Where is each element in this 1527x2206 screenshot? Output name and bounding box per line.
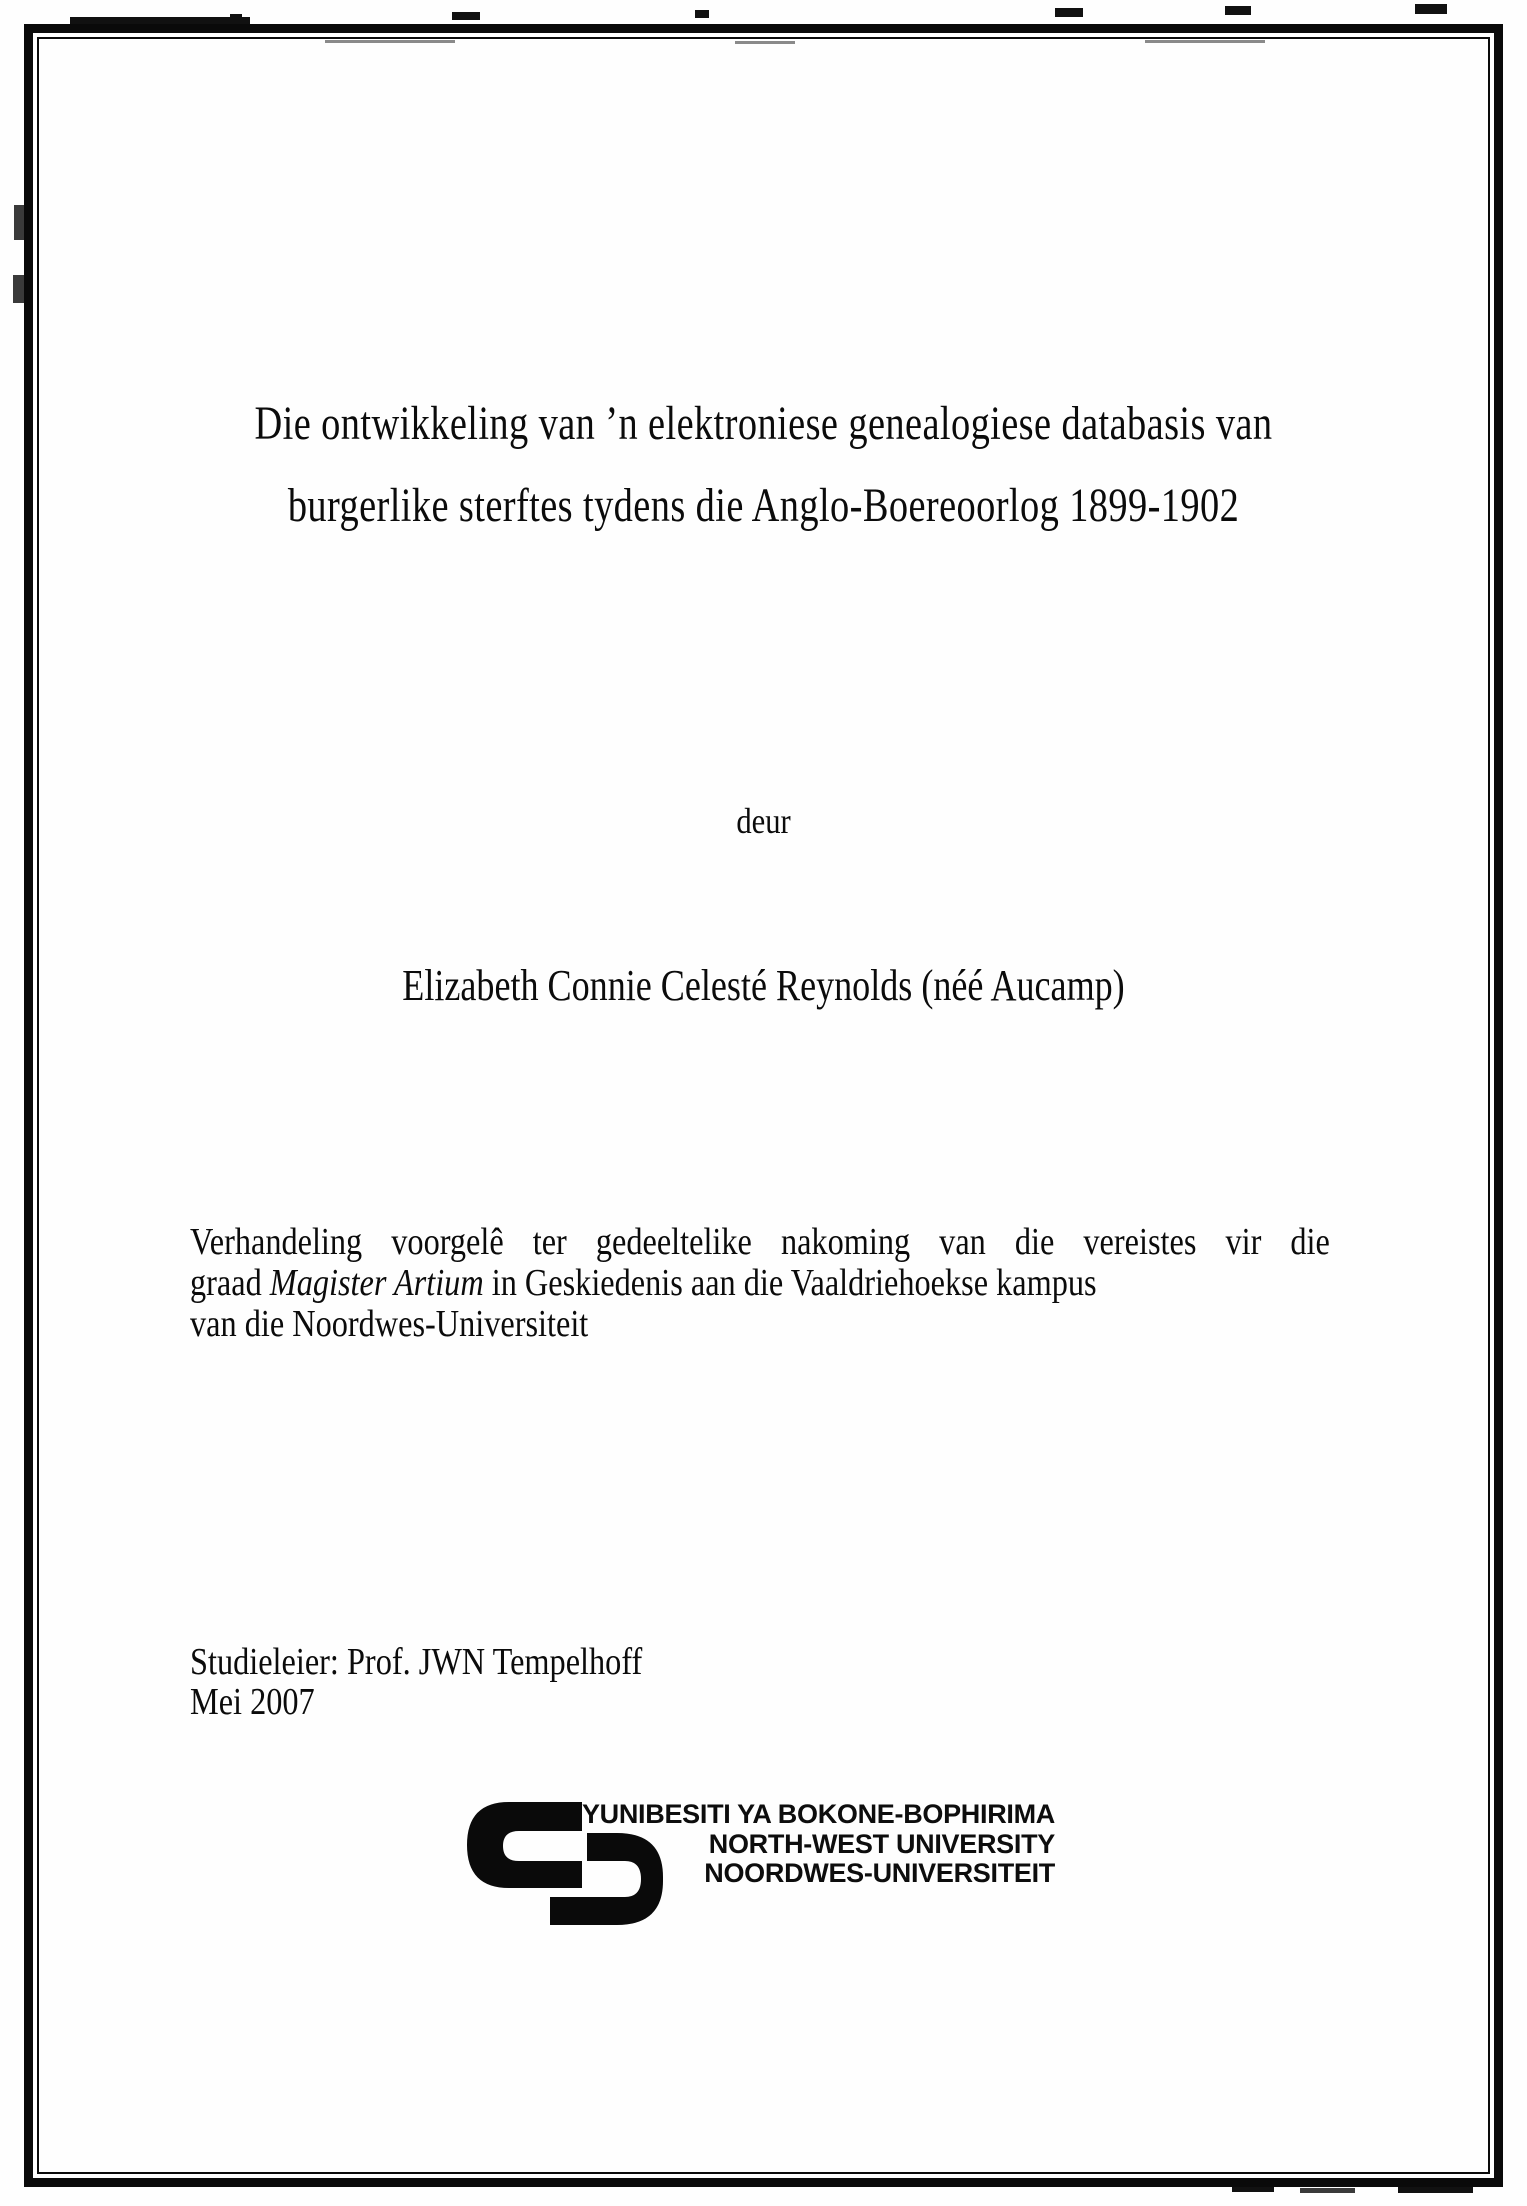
thesis-title-line1: Die ontwikkeling van ’n elektroniese genealogiese databasis van bbox=[254, 397, 1273, 450]
university-name-setswana: YUNIBESITI YA BOKONE-BOPHIRIMA bbox=[581, 1799, 1055, 1829]
degree-statement bbox=[190, 1222, 1330, 1345]
scan-artifact bbox=[1055, 8, 1083, 17]
author-name: Elizabeth Connie Celesté Reynolds (néé Aucamp) bbox=[402, 961, 1125, 1010]
degree-statement-line3: van die Noordwes-Universiteit bbox=[190, 1303, 589, 1345]
scan-artifact bbox=[452, 12, 480, 20]
scan-artifact bbox=[13, 275, 24, 303]
degree-title-italic: Magister Artium bbox=[269, 1262, 484, 1304]
scan-artifact bbox=[1398, 2187, 1473, 2193]
university-name-afrikaans: NOORDWES-UNIVERSITEIT bbox=[704, 1858, 1055, 1888]
supervisor-line: Studieleier: Prof. JWN Tempelhoff bbox=[190, 1641, 643, 1683]
thesis-title bbox=[153, 396, 1375, 534]
scan-artifact bbox=[695, 10, 709, 18]
degree-statement-line2-post: in Geskiedenis aan die Vaaldriehoekse kampus bbox=[483, 1262, 1097, 1304]
thesis-title-line2: burgerlike sterftes tydens die Anglo-Boereoorlog 1899-1902 bbox=[287, 479, 1240, 532]
date-line: Mei 2007 bbox=[190, 1681, 315, 1723]
degree-statement-line2-pre: graad bbox=[190, 1262, 270, 1304]
degree-statement-line2 bbox=[190, 1263, 1330, 1304]
scan-artifact bbox=[1300, 2188, 1355, 2193]
university-name-english: NORTH-WEST UNIVERSITY bbox=[708, 1828, 1055, 1859]
scan-artifact bbox=[1225, 6, 1251, 15]
degree-statement-line1: Verhandeling voorgelê ter gedeeltelike nakoming van die vereistes vir die bbox=[190, 1221, 1330, 1263]
scan-artifact bbox=[1415, 4, 1447, 14]
supervisor-block bbox=[190, 1642, 1040, 1722]
university-name-block bbox=[560, 1800, 1055, 1889]
scan-artifact bbox=[230, 14, 242, 20]
byline-deur: deur bbox=[736, 801, 791, 841]
